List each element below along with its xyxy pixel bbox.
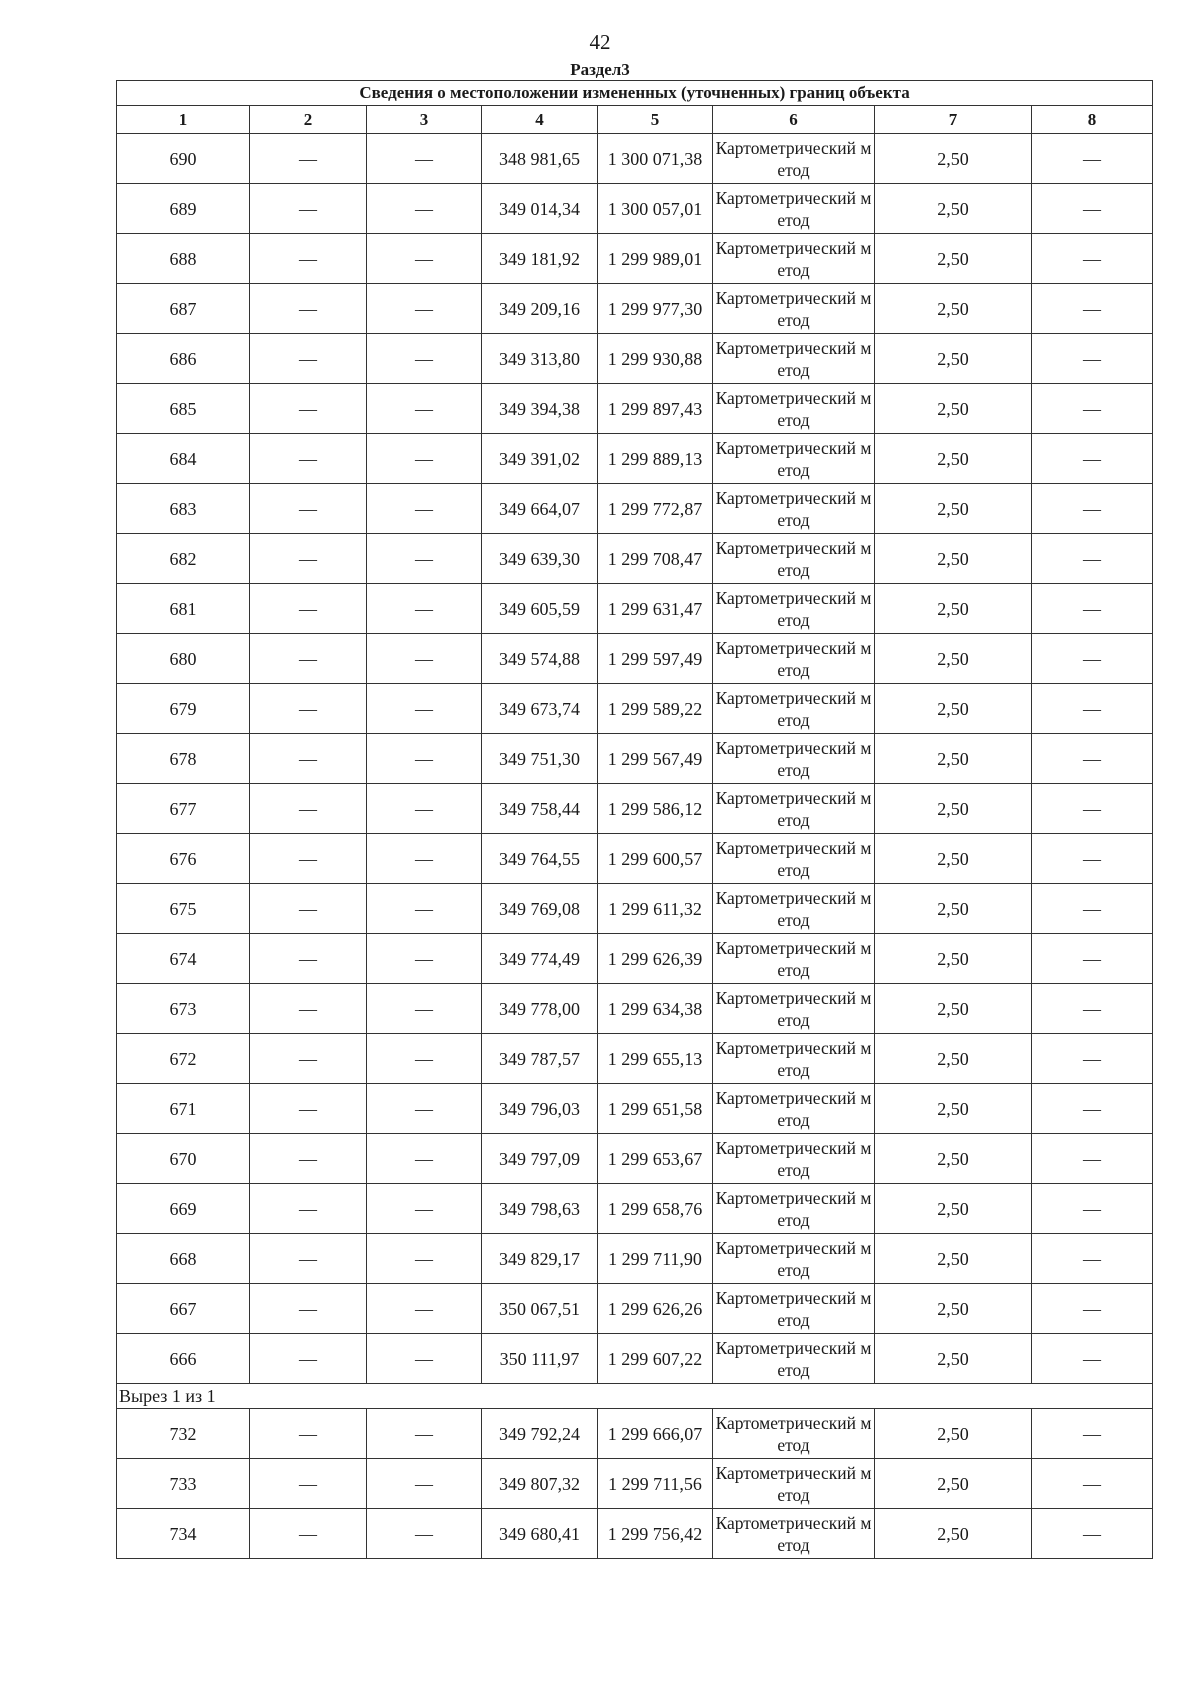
cell-method: Картометрический метод xyxy=(713,784,875,834)
cell-method: Картометрический метод xyxy=(713,1184,875,1234)
table-row xyxy=(117,1134,1153,1184)
cell-point-number: 687 xyxy=(117,284,250,334)
cell-col-2: — xyxy=(250,234,367,284)
cell-col-2: — xyxy=(250,534,367,584)
cell-coord-x: 349 673,74 xyxy=(482,684,598,734)
cell-accuracy: 2,50 xyxy=(875,134,1032,184)
cell-col-3: — xyxy=(367,1284,482,1334)
cell-col-3: — xyxy=(367,1184,482,1234)
cell-col-3: — xyxy=(367,484,482,534)
cell-point-number: 667 xyxy=(117,1284,250,1334)
table-row xyxy=(117,734,1153,784)
cell-coord-y: 1 299 711,56 xyxy=(598,1459,713,1509)
cell-col-8: — xyxy=(1032,234,1153,284)
cell-point-number: 686 xyxy=(117,334,250,384)
column-header: 4 xyxy=(482,106,598,134)
cell-coord-y: 1 299 897,43 xyxy=(598,384,713,434)
cell-col-8: — xyxy=(1032,184,1153,234)
cell-method: Картометрический метод xyxy=(713,584,875,634)
cell-coord-x: 349 758,44 xyxy=(482,784,598,834)
cell-method: Картометрический метод xyxy=(713,484,875,534)
section-note-row xyxy=(117,1384,1153,1409)
cell-method: Картометрический метод xyxy=(713,1334,875,1384)
table-row xyxy=(117,384,1153,434)
cell-coord-x: 349 664,07 xyxy=(482,484,598,534)
cell-col-3: — xyxy=(367,984,482,1034)
cell-point-number: 734 xyxy=(117,1509,250,1559)
cell-coord-x: 349 391,02 xyxy=(482,434,598,484)
cell-col-2: — xyxy=(250,1134,367,1184)
cell-accuracy: 2,50 xyxy=(875,934,1032,984)
cell-accuracy: 2,50 xyxy=(875,1284,1032,1334)
cell-col-8: — xyxy=(1032,334,1153,384)
table-row xyxy=(117,984,1153,1034)
cell-method: Картометрический метод xyxy=(713,1084,875,1134)
table-row xyxy=(117,684,1153,734)
cell-col-3: — xyxy=(367,434,482,484)
table-row xyxy=(117,1184,1153,1234)
cell-col-2: — xyxy=(250,884,367,934)
cell-point-number: 679 xyxy=(117,684,250,734)
cell-col-8: — xyxy=(1032,1234,1153,1284)
cell-coord-y: 1 299 655,13 xyxy=(598,1034,713,1084)
cell-accuracy: 2,50 xyxy=(875,334,1032,384)
cell-accuracy: 2,50 xyxy=(875,184,1032,234)
table-row xyxy=(117,1084,1153,1134)
cell-accuracy: 2,50 xyxy=(875,234,1032,284)
cell-col-2: — xyxy=(250,1284,367,1334)
table-row xyxy=(117,1409,1153,1459)
cell-coord-x: 350 111,97 xyxy=(482,1334,598,1384)
cell-col-2: — xyxy=(250,134,367,184)
table-row xyxy=(117,284,1153,334)
cell-point-number: 674 xyxy=(117,934,250,984)
cell-col-8: — xyxy=(1032,984,1153,1034)
cell-coord-y: 1 299 977,30 xyxy=(598,284,713,334)
cell-col-2: — xyxy=(250,584,367,634)
cell-col-2: — xyxy=(250,1184,367,1234)
cell-col-8: — xyxy=(1032,1084,1153,1134)
table-row xyxy=(117,584,1153,634)
cell-col-2: — xyxy=(250,1034,367,1084)
table-row xyxy=(117,1234,1153,1284)
cell-method: Картометрический метод xyxy=(713,734,875,784)
cell-coord-x: 349 181,92 xyxy=(482,234,598,284)
cell-col-2: — xyxy=(250,484,367,534)
cell-col-8: — xyxy=(1032,534,1153,584)
column-header: 5 xyxy=(598,106,713,134)
cell-coord-y: 1 299 586,12 xyxy=(598,784,713,834)
cell-col-8: — xyxy=(1032,1284,1153,1334)
cell-col-2: — xyxy=(250,934,367,984)
table-row xyxy=(117,884,1153,934)
table-row xyxy=(117,634,1153,684)
cell-coord-y: 1 299 756,42 xyxy=(598,1509,713,1559)
cell-accuracy: 2,50 xyxy=(875,634,1032,684)
cell-method: Картометрический метод xyxy=(713,284,875,334)
cell-method: Картометрический метод xyxy=(713,1034,875,1084)
cell-method: Картометрический метод xyxy=(713,834,875,884)
cell-point-number: 673 xyxy=(117,984,250,1034)
cell-accuracy: 2,50 xyxy=(875,284,1032,334)
cell-coord-y: 1 299 597,49 xyxy=(598,634,713,684)
cell-col-2: — xyxy=(250,1334,367,1384)
cell-accuracy: 2,50 xyxy=(875,1084,1032,1134)
cell-coord-x: 349 751,30 xyxy=(482,734,598,784)
cell-col-8: — xyxy=(1032,934,1153,984)
table-row xyxy=(117,934,1153,984)
cell-coord-x: 349 680,41 xyxy=(482,1509,598,1559)
cell-accuracy: 2,50 xyxy=(875,384,1032,434)
cell-method: Картометрический метод xyxy=(713,1409,875,1459)
cell-col-3: — xyxy=(367,1134,482,1184)
cell-coord-y: 1 299 611,32 xyxy=(598,884,713,934)
cell-coord-x: 349 796,03 xyxy=(482,1084,598,1134)
cell-col-2: — xyxy=(250,984,367,1034)
cell-col-8: — xyxy=(1032,134,1153,184)
cell-method: Картометрический метод xyxy=(713,1234,875,1284)
cell-coord-y: 1 299 989,01 xyxy=(598,234,713,284)
table-row xyxy=(117,134,1153,184)
cell-coord-x: 349 764,55 xyxy=(482,834,598,884)
page-number: 42 xyxy=(589,30,611,54)
table-row xyxy=(117,1459,1153,1509)
cell-accuracy: 2,50 xyxy=(875,734,1032,784)
cell-point-number: 670 xyxy=(117,1134,250,1184)
cell-point-number: 732 xyxy=(117,1409,250,1459)
table-caption-row xyxy=(117,81,1153,106)
cell-accuracy: 2,50 xyxy=(875,1134,1032,1184)
cell-col-2: — xyxy=(250,384,367,434)
cell-col-3: — xyxy=(367,534,482,584)
cell-col-3: — xyxy=(367,234,482,284)
cell-coord-y: 1 299 600,57 xyxy=(598,834,713,884)
cell-coord-y: 1 299 626,26 xyxy=(598,1284,713,1334)
cell-col-2: — xyxy=(250,734,367,784)
cell-point-number: 733 xyxy=(117,1459,250,1509)
table-row xyxy=(117,784,1153,834)
column-header: 3 xyxy=(367,106,482,134)
cell-method: Картометрический метод xyxy=(713,1284,875,1334)
cell-col-2: — xyxy=(250,1459,367,1509)
cell-col-3: — xyxy=(367,384,482,434)
cell-col-2: — xyxy=(250,684,367,734)
cell-coord-y: 1 300 057,01 xyxy=(598,184,713,234)
cell-coord-y: 1 299 666,07 xyxy=(598,1409,713,1459)
cell-col-8: — xyxy=(1032,1034,1153,1084)
cell-accuracy: 2,50 xyxy=(875,1509,1032,1559)
cell-col-3: — xyxy=(367,1509,482,1559)
cell-point-number: 680 xyxy=(117,634,250,684)
cell-col-3: — xyxy=(367,284,482,334)
cell-accuracy: 2,50 xyxy=(875,534,1032,584)
cell-col-8: — xyxy=(1032,1509,1153,1559)
cell-coord-y: 1 299 651,58 xyxy=(598,1084,713,1134)
cell-col-2: — xyxy=(250,834,367,884)
cell-col-8: — xyxy=(1032,1334,1153,1384)
cell-col-8: — xyxy=(1032,1184,1153,1234)
cell-col-8: — xyxy=(1032,584,1153,634)
cell-col-3: — xyxy=(367,784,482,834)
cell-coord-y: 1 299 711,90 xyxy=(598,1234,713,1284)
cell-col-8: — xyxy=(1032,784,1153,834)
cell-col-8: — xyxy=(1032,634,1153,684)
cell-point-number: 690 xyxy=(117,134,250,184)
coordinates-table xyxy=(116,80,1153,1559)
cell-accuracy: 2,50 xyxy=(875,434,1032,484)
cell-coord-y: 1 299 631,47 xyxy=(598,584,713,634)
cell-col-8: — xyxy=(1032,734,1153,784)
cell-method: Картометрический метод xyxy=(713,184,875,234)
cell-coord-y: 1 299 626,39 xyxy=(598,934,713,984)
cell-col-3: — xyxy=(367,934,482,984)
cell-col-2: — xyxy=(250,184,367,234)
table-header-row xyxy=(117,106,1153,134)
cell-method: Картометрический метод xyxy=(713,134,875,184)
cell-coord-y: 1 299 634,38 xyxy=(598,984,713,1034)
cell-method: Картометрический метод xyxy=(713,884,875,934)
cell-point-number: 671 xyxy=(117,1084,250,1134)
cell-point-number: 676 xyxy=(117,834,250,884)
section-title: Раздел3 xyxy=(570,60,630,79)
table-row xyxy=(117,1509,1153,1559)
cell-col-3: — xyxy=(367,1234,482,1284)
cell-coord-x: 349 798,63 xyxy=(482,1184,598,1234)
cell-col-3: — xyxy=(367,834,482,884)
cell-coord-x: 349 209,16 xyxy=(482,284,598,334)
cell-coord-x: 349 778,00 xyxy=(482,984,598,1034)
cell-coord-x: 349 792,24 xyxy=(482,1409,598,1459)
cell-coord-x: 349 313,80 xyxy=(482,334,598,384)
cell-col-8: — xyxy=(1032,884,1153,934)
cell-col-8: — xyxy=(1032,284,1153,334)
cell-coord-x: 349 797,09 xyxy=(482,1134,598,1184)
cell-point-number: 684 xyxy=(117,434,250,484)
table-row xyxy=(117,834,1153,884)
cell-accuracy: 2,50 xyxy=(875,684,1032,734)
cell-accuracy: 2,50 xyxy=(875,1034,1032,1084)
cell-col-3: — xyxy=(367,734,482,784)
cell-coord-x: 349 829,17 xyxy=(482,1234,598,1284)
cell-col-2: — xyxy=(250,1234,367,1284)
cell-coord-y: 1 299 930,88 xyxy=(598,334,713,384)
table-row xyxy=(117,334,1153,384)
cell-point-number: 683 xyxy=(117,484,250,534)
cell-point-number: 685 xyxy=(117,384,250,434)
cell-col-2: — xyxy=(250,784,367,834)
cell-col-3: — xyxy=(367,1459,482,1509)
column-header: 6 xyxy=(713,106,875,134)
cell-method: Картометрический метод xyxy=(713,1459,875,1509)
cell-coord-x: 349 769,08 xyxy=(482,884,598,934)
cell-point-number: 677 xyxy=(117,784,250,834)
cell-point-number: 675 xyxy=(117,884,250,934)
cell-col-8: — xyxy=(1032,434,1153,484)
table-row xyxy=(117,1334,1153,1384)
column-header: 8 xyxy=(1032,106,1153,134)
cell-accuracy: 2,50 xyxy=(875,1234,1032,1284)
cell-coord-x: 349 394,38 xyxy=(482,384,598,434)
cell-point-number: 688 xyxy=(117,234,250,284)
cell-method: Картометрический метод xyxy=(713,1509,875,1559)
cell-method: Картометрический метод xyxy=(713,634,875,684)
cell-coord-x: 348 981,65 xyxy=(482,134,598,184)
cell-point-number: 672 xyxy=(117,1034,250,1084)
table-row xyxy=(117,434,1153,484)
cell-col-3: — xyxy=(367,134,482,184)
cell-method: Картометрический метод xyxy=(713,434,875,484)
cell-coord-y: 1 299 653,67 xyxy=(598,1134,713,1184)
cell-coord-x: 349 774,49 xyxy=(482,934,598,984)
cell-accuracy: 2,50 xyxy=(875,1409,1032,1459)
column-header: 1 xyxy=(117,106,250,134)
cell-point-number: 689 xyxy=(117,184,250,234)
cell-method: Картометрический метод xyxy=(713,984,875,1034)
cell-col-2: — xyxy=(250,1084,367,1134)
cell-accuracy: 2,50 xyxy=(875,484,1032,534)
cell-col-3: — xyxy=(367,1034,482,1084)
cell-col-8: — xyxy=(1032,484,1153,534)
table-row xyxy=(117,234,1153,284)
cell-accuracy: 2,50 xyxy=(875,784,1032,834)
table-row xyxy=(117,184,1153,234)
cell-coord-y: 1 299 708,47 xyxy=(598,534,713,584)
cell-accuracy: 2,50 xyxy=(875,834,1032,884)
column-header: 7 xyxy=(875,106,1032,134)
section-note: Вырез 1 из 1 xyxy=(117,1384,1153,1409)
cell-col-3: — xyxy=(367,184,482,234)
cell-coord-y: 1 299 889,13 xyxy=(598,434,713,484)
cell-method: Картометрический метод xyxy=(713,1134,875,1184)
cell-col-2: — xyxy=(250,1509,367,1559)
cell-coord-y: 1 299 607,22 xyxy=(598,1334,713,1384)
cell-col-3: — xyxy=(367,884,482,934)
cell-col-8: — xyxy=(1032,834,1153,884)
cell-coord-y: 1 299 567,49 xyxy=(598,734,713,784)
cell-method: Картометрический метод xyxy=(713,384,875,434)
cell-point-number: 669 xyxy=(117,1184,250,1234)
cell-coord-x: 349 639,30 xyxy=(482,534,598,584)
cell-point-number: 668 xyxy=(117,1234,250,1284)
cell-coord-x: 349 605,59 xyxy=(482,584,598,634)
cell-accuracy: 2,50 xyxy=(875,884,1032,934)
table-row xyxy=(117,484,1153,534)
cell-col-2: — xyxy=(250,634,367,684)
cell-coord-y: 1 300 071,38 xyxy=(598,134,713,184)
cell-col-8: — xyxy=(1032,384,1153,434)
cell-col-3: — xyxy=(367,334,482,384)
cell-coord-y: 1 299 658,76 xyxy=(598,1184,713,1234)
cell-col-2: — xyxy=(250,434,367,484)
cell-method: Картометрический метод xyxy=(713,684,875,734)
cell-accuracy: 2,50 xyxy=(875,984,1032,1034)
cell-coord-x: 350 067,51 xyxy=(482,1284,598,1334)
cell-coord-x: 349 014,34 xyxy=(482,184,598,234)
cell-col-3: — xyxy=(367,1084,482,1134)
cell-col-2: — xyxy=(250,334,367,384)
cell-method: Картометрический метод xyxy=(713,334,875,384)
cell-accuracy: 2,50 xyxy=(875,1459,1032,1509)
column-header: 2 xyxy=(250,106,367,134)
cell-col-8: — xyxy=(1032,1134,1153,1184)
cell-method: Картометрический метод xyxy=(713,234,875,284)
cell-coord-y: 1 299 772,87 xyxy=(598,484,713,534)
table-caption: Сведения о местоположении измененных (уточненных) границ объекта xyxy=(117,81,1153,106)
cell-col-2: — xyxy=(250,1409,367,1459)
cell-col-3: — xyxy=(367,634,482,684)
table-row xyxy=(117,1034,1153,1084)
cell-point-number: 678 xyxy=(117,734,250,784)
cell-point-number: 682 xyxy=(117,534,250,584)
cell-col-3: — xyxy=(367,584,482,634)
cell-col-8: — xyxy=(1032,1409,1153,1459)
cell-point-number: 666 xyxy=(117,1334,250,1384)
cell-accuracy: 2,50 xyxy=(875,584,1032,634)
cell-method: Картометрический метод xyxy=(713,534,875,584)
cell-col-8: — xyxy=(1032,684,1153,734)
cell-method: Картометрический метод xyxy=(713,934,875,984)
cell-accuracy: 2,50 xyxy=(875,1184,1032,1234)
cell-col-3: — xyxy=(367,1409,482,1459)
cell-coord-x: 349 787,57 xyxy=(482,1034,598,1084)
cell-col-3: — xyxy=(367,1334,482,1384)
cell-accuracy: 2,50 xyxy=(875,1334,1032,1384)
cell-coord-x: 349 574,88 xyxy=(482,634,598,684)
cell-coord-y: 1 299 589,22 xyxy=(598,684,713,734)
cell-coord-x: 349 807,32 xyxy=(482,1459,598,1509)
cell-col-8: — xyxy=(1032,1459,1153,1509)
table-row xyxy=(117,534,1153,584)
cell-point-number: 681 xyxy=(117,584,250,634)
cell-col-2: — xyxy=(250,284,367,334)
table-row xyxy=(117,1284,1153,1334)
cell-col-3: — xyxy=(367,684,482,734)
